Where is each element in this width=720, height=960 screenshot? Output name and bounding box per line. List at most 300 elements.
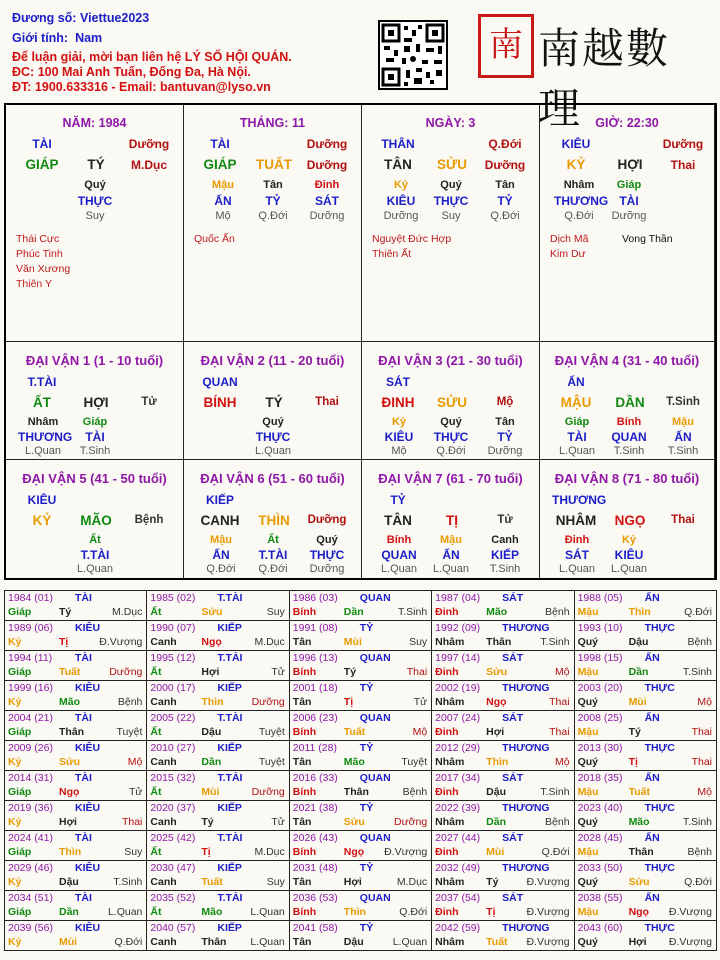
- luck-phase: Dưỡng: [307, 514, 347, 526]
- year-label: 2023 (40): [577, 802, 623, 814]
- hidden-star: T.TÀI: [80, 548, 110, 562]
- year-chi: Sửu: [343, 816, 365, 828]
- star-note: Thiên Y: [16, 278, 52, 290]
- year-cell: [5, 711, 147, 741]
- year-cell: [289, 921, 431, 951]
- year-phase: L.Quan: [250, 906, 285, 918]
- luck-chi: HỢI: [83, 395, 109, 410]
- luck-can: TÂN: [384, 513, 412, 528]
- hidden-star: SÁT: [565, 548, 589, 562]
- year-cell: [289, 771, 431, 801]
- year-cell: [5, 921, 147, 951]
- year-star: KIẾP: [217, 622, 242, 634]
- year-chi: Hợi: [343, 876, 362, 888]
- hidden-star: TỶ: [265, 194, 281, 208]
- year-star: T.TÀI: [217, 832, 243, 844]
- year-star: QUAN: [359, 892, 391, 904]
- year-cell: [574, 681, 716, 711]
- year-label: 2039 (56): [8, 922, 53, 934]
- table-row: [5, 921, 717, 951]
- year-can: Giáp: [8, 666, 32, 678]
- year-chi: Mão: [201, 906, 223, 918]
- year-cell: [432, 681, 574, 711]
- year-cell: [289, 741, 431, 771]
- year-phase: Q.Đới: [399, 906, 428, 918]
- year-can: Tân: [292, 816, 312, 828]
- year-phase: Đ.Vượng: [668, 936, 712, 948]
- hidden-star: TÀI: [619, 194, 639, 208]
- hidden-can: Quý: [262, 416, 284, 428]
- year-label: 2002 (19): [435, 682, 481, 694]
- hidden-phase: Suy: [85, 210, 105, 222]
- year-star: KIÊU: [75, 802, 101, 814]
- year-phase: Bệnh: [545, 606, 570, 618]
- year-star: T.TÀI: [217, 712, 243, 724]
- year-phase: T.Sinh: [113, 876, 143, 888]
- hidden-can: Kỷ: [393, 179, 409, 191]
- luck-cell: [540, 342, 715, 460]
- hidden-phase: L.Quan: [558, 445, 596, 457]
- year-label: 2013 (30): [577, 742, 623, 754]
- qr-code-icon: [378, 20, 448, 90]
- year-phase: Thai: [406, 666, 428, 678]
- year-star: THƯƠNG: [502, 682, 550, 694]
- year-cell: [147, 681, 289, 711]
- year-can: Canh: [150, 936, 177, 948]
- year-chi: Thìn: [201, 696, 224, 708]
- year-chi: Mùi: [59, 936, 78, 948]
- year-chi: Tý: [201, 816, 214, 828]
- year-can: Tân: [292, 936, 312, 948]
- year-star: TỶ: [359, 862, 374, 874]
- hidden-phase: Q.Đới: [436, 445, 466, 457]
- year-label: 2024 (41): [8, 832, 53, 844]
- year-cell: [574, 621, 716, 651]
- year-star: SÁT: [502, 892, 524, 904]
- hidden-star: TÀI: [85, 430, 105, 444]
- pillar-title: NĂM: 1984: [62, 116, 127, 130]
- hidden-phase: Suy: [441, 210, 461, 222]
- year-chi: Hợi: [201, 666, 220, 678]
- hidden-can: Mậu: [440, 534, 462, 546]
- year-star: TỶ: [359, 742, 374, 754]
- hidden-can: Giáp: [616, 179, 642, 191]
- pillar-chi: SỬU: [437, 157, 467, 172]
- pillar-star: THÂN: [381, 137, 415, 151]
- year-can: Nhâm: [435, 696, 465, 708]
- year-can: Bính: [292, 606, 317, 618]
- luck-title: ĐẠI VẬN 4 (31 - 40 tuổi): [554, 353, 700, 368]
- year-chi: Tị: [59, 636, 69, 648]
- year-phase: L.Quan: [392, 936, 428, 948]
- year-can: Canh: [150, 876, 177, 888]
- year-star: SÁT: [502, 592, 524, 604]
- year-chi: Tuất: [343, 726, 366, 738]
- year-can: Tân: [292, 696, 312, 708]
- year-can: Quý: [577, 936, 598, 948]
- year-star: KIẾP: [217, 922, 242, 934]
- year-chi: Hợi: [486, 726, 505, 738]
- pillar-phase: Dưỡng: [306, 137, 348, 151]
- luck-chi: SỬU: [437, 395, 467, 410]
- year-phase: Mộ: [697, 786, 712, 798]
- year-phase: Bệnh: [402, 786, 428, 798]
- seal-icon: 南: [478, 14, 534, 78]
- year-cell: [147, 921, 289, 951]
- year-cell: [5, 891, 147, 921]
- year-chi: Ngọ: [486, 696, 507, 708]
- year-star: T.TÀI: [217, 592, 243, 604]
- year-star: TÀI: [75, 772, 92, 784]
- chart-grid: [4, 103, 717, 580]
- year-cell: [289, 861, 431, 891]
- hidden-can: Kỷ: [621, 534, 637, 546]
- year-star: KIÊU: [75, 742, 101, 754]
- year-label: 2016 (33): [292, 772, 338, 784]
- year-can: Bính: [292, 786, 317, 798]
- hidden-can: Ất: [267, 534, 279, 546]
- year-cell: [574, 891, 716, 921]
- pillar-can: TÂN: [384, 157, 412, 172]
- year-chi: Hợi: [628, 936, 647, 948]
- year-chi: Thân: [628, 846, 654, 858]
- year-star: ẤN: [644, 712, 660, 724]
- hidden-phase: L.Quan: [254, 445, 292, 457]
- year-label: 2031 (48): [292, 862, 338, 874]
- year-star: QUAN: [359, 592, 391, 604]
- pillar-phase: Dưỡng: [662, 137, 704, 151]
- hidden-phase: Q.Đới: [564, 210, 594, 222]
- year-phase: T.Sinh: [682, 816, 712, 828]
- pillar-cell: [6, 105, 184, 342]
- hidden-phase: Dưỡng: [383, 210, 419, 222]
- year-label: 2029 (46): [8, 862, 53, 874]
- year-label: 2021 (38): [292, 802, 338, 814]
- year-chi: Thân: [343, 786, 369, 798]
- luck-can: CANH: [200, 513, 240, 528]
- hidden-phase: Dưỡng: [611, 210, 647, 222]
- year-chi: Tuất: [628, 786, 650, 798]
- year-phase: Dưỡng: [251, 696, 285, 708]
- pillar-cell: [184, 105, 362, 342]
- phone-email-line: ĐT: 1900.633316 - Email: bantuvan@lyso.vn: [12, 80, 271, 94]
- star-note: Thái Cực: [16, 233, 60, 245]
- hidden-phase: Dưỡng: [309, 563, 345, 575]
- luck-title: ĐẠI VẬN 8 (71 - 80 tuổi): [554, 471, 700, 486]
- year-can: Đinh: [435, 786, 459, 798]
- year-cell: [5, 651, 147, 681]
- year-label: 2012 (29): [435, 742, 481, 754]
- year-chi: Sửu: [486, 666, 508, 678]
- year-label: 2007 (24): [435, 712, 481, 724]
- year-label: 1998 (15): [577, 652, 623, 664]
- year-star: TÀI: [75, 592, 92, 604]
- year-can: Mậu: [577, 846, 599, 858]
- year-chi: Tý: [628, 726, 641, 738]
- year-chi: Thìn: [59, 846, 82, 858]
- year-cell: [5, 681, 147, 711]
- year-chi: Tị: [201, 846, 211, 858]
- hidden-phase: Q.Đới: [258, 210, 288, 222]
- year-star: KIẾP: [217, 742, 242, 754]
- year-label: 1995 (12): [150, 652, 196, 664]
- hidden-phase: L.Quan: [24, 445, 62, 457]
- year-phase: Thai: [691, 726, 712, 738]
- year-label: 2028 (45): [577, 832, 623, 844]
- year-star: THƯƠNG: [502, 922, 550, 934]
- year-chi: Dậu: [59, 876, 79, 888]
- year-label: 2017 (34): [435, 772, 481, 784]
- year-chi: Thân: [486, 636, 512, 648]
- year-star: THƯƠNG: [502, 622, 550, 634]
- year-phase: Q.Đới: [114, 936, 143, 948]
- luck-cell: [6, 460, 184, 578]
- hidden-phase: Dưỡng: [487, 445, 523, 457]
- year-cell: [289, 681, 431, 711]
- year-star: QUAN: [359, 772, 391, 784]
- year-can: Đinh: [435, 906, 459, 918]
- year-phase: T.Sinh: [682, 666, 712, 678]
- year-phase: Suy: [266, 876, 285, 888]
- pillar-phase: Dưỡng: [484, 158, 526, 172]
- hidden-phase: L.Quan: [76, 563, 114, 575]
- year-can: Mậu: [577, 786, 599, 798]
- luck-star: KIÊU: [27, 493, 57, 507]
- year-star: THỰC: [644, 862, 675, 874]
- year-chi: Hợi: [59, 816, 77, 828]
- year-chi: Tý: [59, 606, 72, 618]
- year-can: Quý: [577, 876, 598, 888]
- year-can: Giáp: [8, 786, 32, 798]
- luck-cell: [540, 460, 715, 578]
- year-phase: Thai: [549, 696, 570, 708]
- year-chi: Dậu: [343, 936, 364, 948]
- pillar-star: TÀI: [210, 137, 230, 151]
- year-phase: L.Quan: [107, 906, 143, 918]
- year-label: 2043 (60): [577, 922, 623, 934]
- hidden-can: Giáp: [564, 416, 590, 428]
- table-row: [5, 621, 717, 651]
- year-label: 2032 (49): [435, 862, 481, 874]
- year-star: TỶ: [359, 802, 374, 814]
- hidden-star: THỰC: [433, 194, 469, 208]
- year-cell: [147, 621, 289, 651]
- year-chi: Tị: [628, 756, 638, 768]
- year-phase: Suy: [266, 606, 285, 618]
- hidden-can: Kỷ: [391, 416, 407, 428]
- year-chi: Tị: [486, 906, 496, 918]
- luck-phase: Tử: [497, 514, 513, 526]
- table-row: [5, 591, 717, 621]
- year-can: Quý: [577, 816, 598, 828]
- hidden-phase: Q.Đới: [206, 563, 236, 575]
- year-can: Tân: [292, 636, 312, 648]
- luck-can: MẬU: [560, 395, 592, 410]
- year-phase: Đ.Vượng: [99, 636, 143, 648]
- hidden-star: KIÊU: [386, 194, 416, 208]
- year-can: Đinh: [435, 666, 459, 678]
- hidden-phase: Mộ: [215, 210, 231, 222]
- pillar-chi: HỢI: [617, 157, 643, 172]
- hidden-can: Bính: [386, 534, 412, 546]
- year-star: SÁT: [502, 652, 524, 664]
- year-label: 2019 (36): [8, 802, 53, 814]
- hidden-star: KIÊU: [614, 548, 644, 562]
- hidden-star: ẤN: [442, 548, 460, 562]
- luck-cell: [184, 460, 362, 578]
- luck-chi: THÌN: [258, 513, 290, 528]
- hidden-star: QUAN: [381, 548, 417, 562]
- year-cell: [432, 771, 574, 801]
- hidden-can: Tân: [495, 416, 515, 428]
- year-can: Ất: [150, 666, 162, 678]
- gender-value: Nam: [75, 31, 103, 45]
- year-cell: [289, 621, 431, 651]
- year-chi: Mùi: [343, 636, 362, 648]
- year-can: Ất: [150, 846, 162, 858]
- luck-cell: [184, 342, 362, 460]
- year-label: 2038 (55): [577, 892, 623, 904]
- hidden-can: Đinh: [564, 534, 590, 546]
- year-can: Kỷ: [8, 816, 22, 828]
- year-label: 2033 (50): [577, 862, 623, 874]
- year-star: TÀI: [75, 892, 92, 904]
- year-cell: [432, 891, 574, 921]
- luck-cell: [6, 342, 184, 460]
- year-chi: Dần: [343, 606, 364, 618]
- star-note: Vong Thần: [622, 233, 673, 245]
- year-chi: Dần: [628, 666, 649, 678]
- year-can: Tân: [292, 876, 312, 888]
- year-chi: Thân: [59, 726, 85, 738]
- hidden-star: ẤN: [674, 430, 692, 444]
- year-chi: Ngọ: [628, 906, 649, 918]
- year-chi: Tị: [343, 696, 354, 708]
- hidden-can: Quý: [440, 416, 462, 428]
- year-label: 2025 (42): [150, 832, 196, 844]
- pillar-can: GIÁP: [203, 157, 237, 172]
- year-star: THƯƠNG: [502, 802, 550, 814]
- luck-star: THƯƠNG: [552, 493, 607, 507]
- year-phase: M.Dục: [254, 846, 285, 858]
- year-cell: [574, 831, 716, 861]
- year-phase: Tuyệt: [258, 726, 285, 738]
- hidden-phase: Q.Đới: [258, 563, 288, 575]
- year-label: 1988 (05): [577, 592, 623, 604]
- year-can: Giáp: [8, 906, 32, 918]
- year-star: THỰC: [644, 622, 675, 634]
- year-chi: Dậu: [201, 726, 222, 738]
- year-star: ẤN: [644, 772, 660, 784]
- hidden-phase: L.Quan: [432, 563, 470, 575]
- hidden-can: Nhâm: [563, 179, 595, 191]
- table-row: [5, 741, 717, 771]
- year-cell: [147, 891, 289, 921]
- hidden-star: THỰC: [309, 548, 345, 562]
- year-can: Nhâm: [435, 876, 465, 888]
- hidden-star: QUAN: [611, 430, 647, 444]
- year-star: QUAN: [359, 652, 391, 664]
- year-can: Giáp: [8, 726, 32, 738]
- year-cell: [432, 861, 574, 891]
- table-row: [5, 831, 717, 861]
- hidden-can: Canh: [491, 534, 519, 546]
- year-phase: Đ.Vượng: [526, 936, 570, 948]
- gender-line: [12, 31, 102, 45]
- hidden-star: TỶ: [497, 430, 513, 444]
- year-cell: [574, 771, 716, 801]
- luck-phase: T.Sinh: [666, 396, 700, 408]
- year-label: 2014 (31): [8, 772, 53, 784]
- year-chi: Mão: [628, 816, 650, 828]
- year-chi: Sửu: [59, 756, 81, 768]
- year-cell: [432, 651, 574, 681]
- year-star: TỶ: [359, 922, 374, 934]
- year-phase: Mộ: [554, 756, 570, 768]
- star-note: Dịch Mã: [550, 233, 589, 245]
- year-star: KIẾP: [217, 682, 242, 694]
- year-cell: [432, 591, 574, 621]
- year-cell: [5, 801, 147, 831]
- year-phase: Tuyệt: [401, 756, 428, 768]
- year-label: 1984 (01): [8, 592, 53, 604]
- year-star: SÁT: [502, 832, 524, 844]
- luck-phase: Mộ: [496, 396, 514, 408]
- luck-chi: DẦN: [615, 395, 645, 410]
- hidden-star: ẤN: [212, 548, 230, 562]
- year-star: ẤN: [644, 832, 660, 844]
- year-can: Mậu: [577, 726, 599, 738]
- year-phase: Đ.Vượng: [384, 846, 428, 858]
- year-star: TỶ: [359, 682, 374, 694]
- luck-phase: Bệnh: [134, 514, 164, 526]
- luck-chi: MÃO: [80, 513, 112, 528]
- year-can: Nhâm: [435, 756, 465, 768]
- year-cell: [147, 651, 289, 681]
- year-can: Kỷ: [8, 876, 22, 888]
- year-label: 2030 (47): [150, 862, 196, 874]
- year-chi: Ngọ: [59, 786, 80, 798]
- pillar-star: KIÊU: [561, 137, 591, 151]
- year-cell: [574, 861, 716, 891]
- year-label: 1986 (03): [292, 592, 338, 604]
- year-can: Ất: [150, 606, 162, 618]
- year-chi: Dậu: [486, 786, 507, 798]
- year-can: Kỷ: [8, 636, 22, 648]
- year-can: Mậu: [577, 666, 599, 678]
- year-star: SÁT: [502, 772, 524, 784]
- year-star: ẤN: [644, 652, 660, 664]
- year-chi: Tý: [486, 876, 499, 888]
- year-cell: [574, 651, 716, 681]
- year-star: THỰC: [644, 922, 675, 934]
- year-chi: Mão: [486, 606, 508, 618]
- year-can: Nhâm: [435, 816, 465, 828]
- year-phase: Tử: [413, 696, 428, 708]
- year-chi: Sửu: [628, 876, 650, 888]
- luck-star: QUAN: [202, 375, 238, 389]
- year-phase: Bệnh: [687, 846, 712, 858]
- pillar-phase: Thai: [670, 158, 696, 172]
- year-phase: Dưỡng: [393, 816, 428, 828]
- pillar-title: GIỜ: 22:30: [595, 116, 659, 130]
- hidden-star: KIẾP: [490, 548, 519, 562]
- year-phase: T.Sinh: [540, 636, 570, 648]
- year-phase: Đ.Vượng: [526, 906, 570, 918]
- year-chi: Ngọ: [201, 636, 222, 648]
- year-chi: Dần: [201, 756, 222, 768]
- luck-can: BÍNH: [203, 395, 237, 410]
